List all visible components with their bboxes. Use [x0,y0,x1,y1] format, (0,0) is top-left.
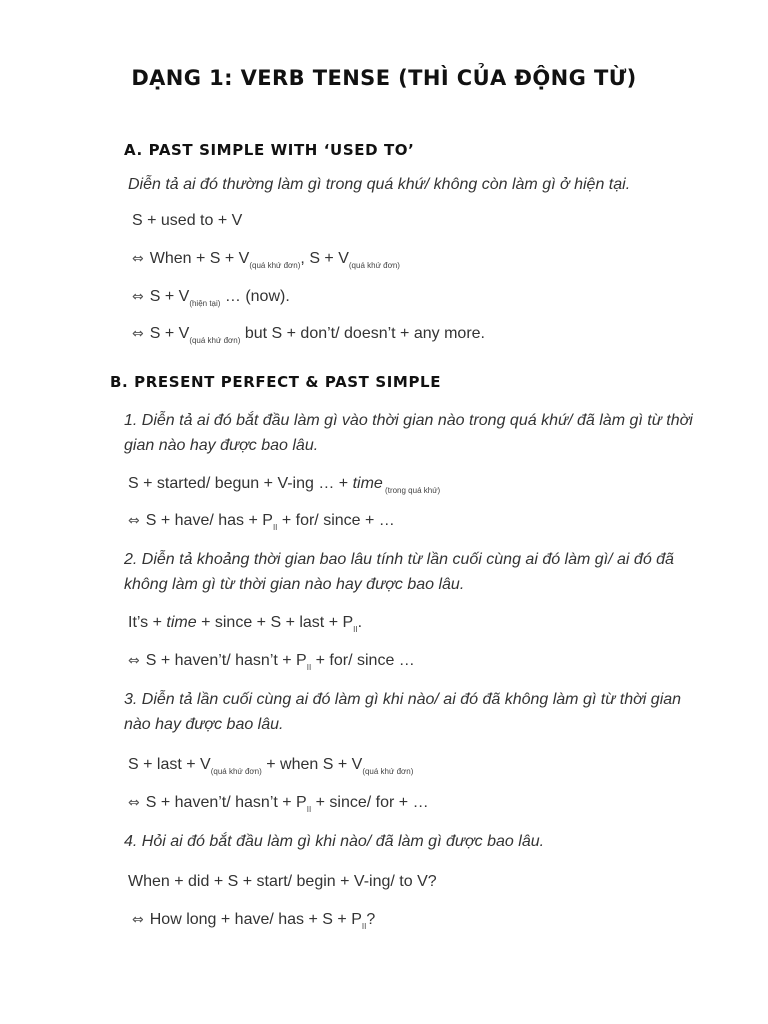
item-1-description: 1. Diễn tả ai đó bắt đầu làm gì vào thời gian nào trong quá khứ/ đã làm gì từ thời gian nào hay được bao lâu. [124,412,693,454]
formula-when-past: ⇔ When + $S + V_{(quá khứ đơn)}$, $S + V_{(quá khứ đơn)}$ [132,250,400,270]
formula-present-now: ⇔ $S + V_{(hiện tại)}$ … (now). [132,288,290,308]
equivalent-arrow-icon: ⇔ [132,326,144,342]
formula-have-has-pii: ⇔ S + have/ has + $P_{II} + for/$ since + … [128,512,395,532]
formula-when-did-start: When + did + S + start/ begin + V-ing/ to V? [128,873,437,890]
formula-started-begun: S + started/ begun + V-ing … + time $_{(trong quá khứ)}$ [128,475,441,495]
section-a-heading: A. PAST SIMPLE WITH ‘USED TO’ [124,141,415,159]
equivalent-arrow-icon: ⇔ [132,289,144,305]
section-a-description: Diễn tả ai đó thường làm gì trong quá khứ/ không còn làm gì ở hiện tại. [128,176,631,193]
formula-used-to: S + used to + V [132,212,243,229]
item-3-description: 3. Diễn tả lần cuối cùng ai đó làm gì khi nào/ ai đó đã không làm gì từ thời gian nào hay được bao lâu. [124,691,682,733]
formula-havent-hasnt-since: ⇔ S + haven’t/ hasn’t + $P_{II}$ + since/ for + … [128,794,429,814]
formula-havent-hasnt-for: ⇔ S + haven’t/ hasn’t + $P_{II} + for/$ since … [128,652,415,672]
formula-any-more: ⇔ $S + V_{(quá khứ đơn)}$ but S + don’t/ doesn’t + any more. [132,325,485,345]
item-4-description: 4. Hỏi ai đó bắt đầu làm gì khi nào/ đã làm gì được bao lâu. [124,833,545,850]
section-b-heading: B. PRESENT PERFECT & PAST SIMPLE [110,373,442,391]
formula-last-when: S + last + $V_{(quá khứ đơn)}$ + when $S + V_{(quá khứ đơn)}$ [128,756,414,776]
equivalent-arrow-icon: ⇔ [128,653,140,669]
formula-how-long: ⇔ How long + have/ has + $S + P_{II}$? [132,911,376,931]
equivalent-arrow-icon: ⇔ [128,513,140,529]
equivalent-arrow-icon: ⇔ [132,251,144,267]
formula-its-time-since: It’s + time + since + S + last + $P_{II}$. [128,614,363,634]
equivalent-arrow-icon: ⇔ [128,795,140,811]
equivalent-arrow-icon: ⇔ [132,912,144,928]
item-2-description: 2. Diễn tả khoảng thời gian bao lâu tính từ lần cuối cùng ai đó làm gì/ ai đó đã không làm gì từ thời gian nào hay được bao lâu. [124,551,674,593]
page-title: DẠNG 1: VERB TENSE (THÌ CỦA ĐỘNG TỪ) [131,66,637,90]
